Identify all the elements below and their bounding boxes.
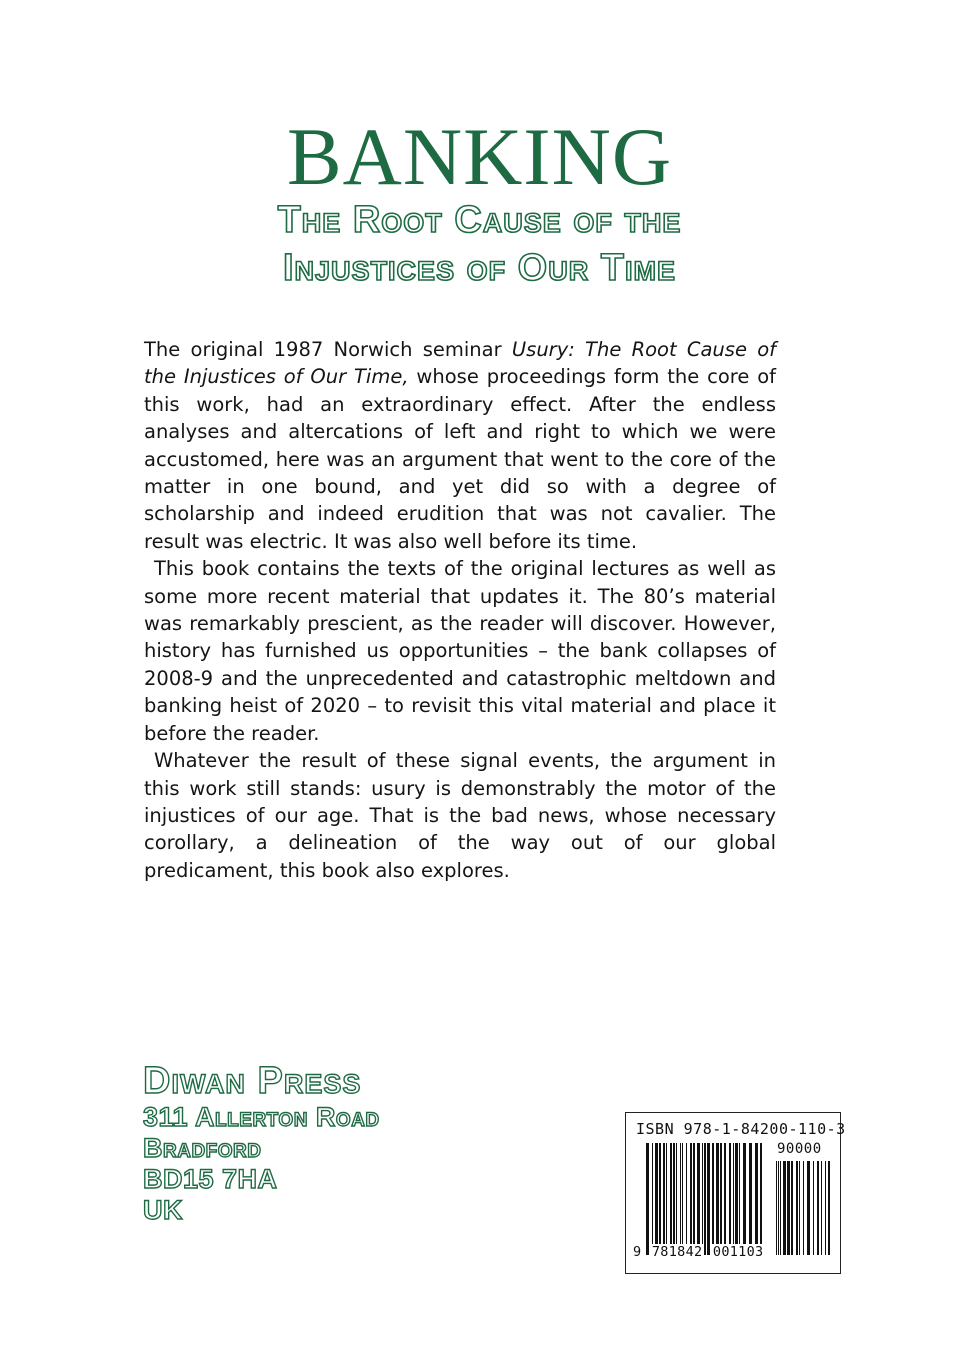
barcode-bar [739,1143,740,1255]
barcode-bar [697,1143,700,1255]
publisher-address-country: UK [143,1195,183,1225]
publisher-name: Diwan Press [143,1060,362,1102]
barcode-bar [735,1143,738,1255]
addon-bar [807,1161,810,1255]
ean-first-digit: 9 [633,1244,642,1260]
barcode-bar [743,1143,746,1255]
addon-bar [825,1161,826,1255]
publisher-block [143,1060,380,1226]
barcode-bar [707,1143,710,1255]
barcode-bar [680,1143,681,1255]
blurb-paragraph-3: Whatever the result of these signal events, the argument in this work still stands: usury is demonstrably the motor of the injustices of our age. That is the bad news, whose necessary corollary, a delineation of the way out of our global predicament, this book also explores. [144,749,776,882]
barcode-bar [693,1143,695,1255]
addon-bar [787,1161,790,1255]
subtitle-line-2: Injustices of Our Time [282,247,677,289]
ean-digits [632,1244,764,1260]
ean-bars [646,1143,762,1255]
ean-right-digits: 001103 [712,1244,764,1260]
blurb-paragraph-2: This book contains the texts of the original lectures as well as some more recent material that updates it. The 80’s material was remarkably prescient, as the reader will discover. However, history has furnished us opportunities – the bank collapses of 2008-9 and the unprecedented and catastrophic meltdown and banking heist of 2020 – to revisit this vital material and place it before the reader. [144,557,776,745]
book-subtitle [0,196,959,292]
addon-bar [799,1161,800,1255]
barcode-bar [686,1143,687,1255]
barcode-bar [652,1143,653,1255]
barcode-bar [655,1143,658,1255]
price-code-text: 90000 [777,1141,822,1157]
addon-bar [776,1161,777,1255]
addon-bar [796,1161,798,1255]
addon-bar [791,1161,793,1255]
publisher-address-postcode: BD15 7HA [143,1164,278,1194]
barcode-bar [690,1143,692,1255]
barcode-bar [702,1143,703,1255]
barcode-bar [733,1143,734,1255]
barcode-bar [704,1143,706,1255]
barcode-bar [724,1143,726,1255]
book-title: BANKING [286,111,673,202]
barcode-bar [682,1143,683,1255]
barcode-bar [646,1143,649,1255]
subtitle-line-1: The Root Cause of the [277,199,682,241]
addon-bars [776,1161,832,1255]
barcode-bar [673,1143,675,1255]
addon-bar [821,1161,822,1255]
barcode-bar [720,1143,722,1255]
publisher-address-city: Bradford [143,1133,262,1163]
ean-left-digits: 781842 [651,1244,703,1260]
barcode-bar [666,1143,667,1255]
addon-bar [780,1161,781,1255]
barcode-bar [670,1143,672,1255]
addon-bar [828,1161,830,1255]
barcode-bar [760,1143,762,1255]
barcode-bar [712,1143,714,1255]
isbn-barcode [625,1112,846,1274]
addon-bar [778,1161,779,1255]
barcode-bar [663,1143,665,1255]
addon-bar [813,1161,814,1255]
barcode-bar [676,1143,677,1255]
blurb-text [144,336,776,884]
isbn-text: ISBN 978-1-84200-110-3 [636,1120,846,1138]
barcode-bar [729,1143,731,1255]
addon-bar [817,1161,819,1255]
blurb-p1-rest: whose proceedings form the core of this work, had an extraordinary effect. After the endless analyses and altercations of left and right to which we were accustomed, here was an argument that went to the core of the matter in one bound, and yet did so with a degree of scholarship and indeed erudition that was not cavalier. The result was electric. It was also well before its time. [144,365,777,553]
publisher-address-street: 311 Allerton Road [143,1102,380,1132]
barcode-bar [659,1143,661,1255]
barcode-bar [749,1143,752,1255]
seminar-title: Usury: The Root Cause of the Injustices of Our Time, [144,338,776,389]
addon-bar [783,1161,786,1255]
blurb-paragraph-1 [144,336,776,555]
barcode-bar [755,1143,758,1255]
blurb-p1-start: The original 1987 Norwich seminar [144,338,512,361]
barcode-bar [716,1143,719,1255]
addon-bar [803,1161,804,1255]
